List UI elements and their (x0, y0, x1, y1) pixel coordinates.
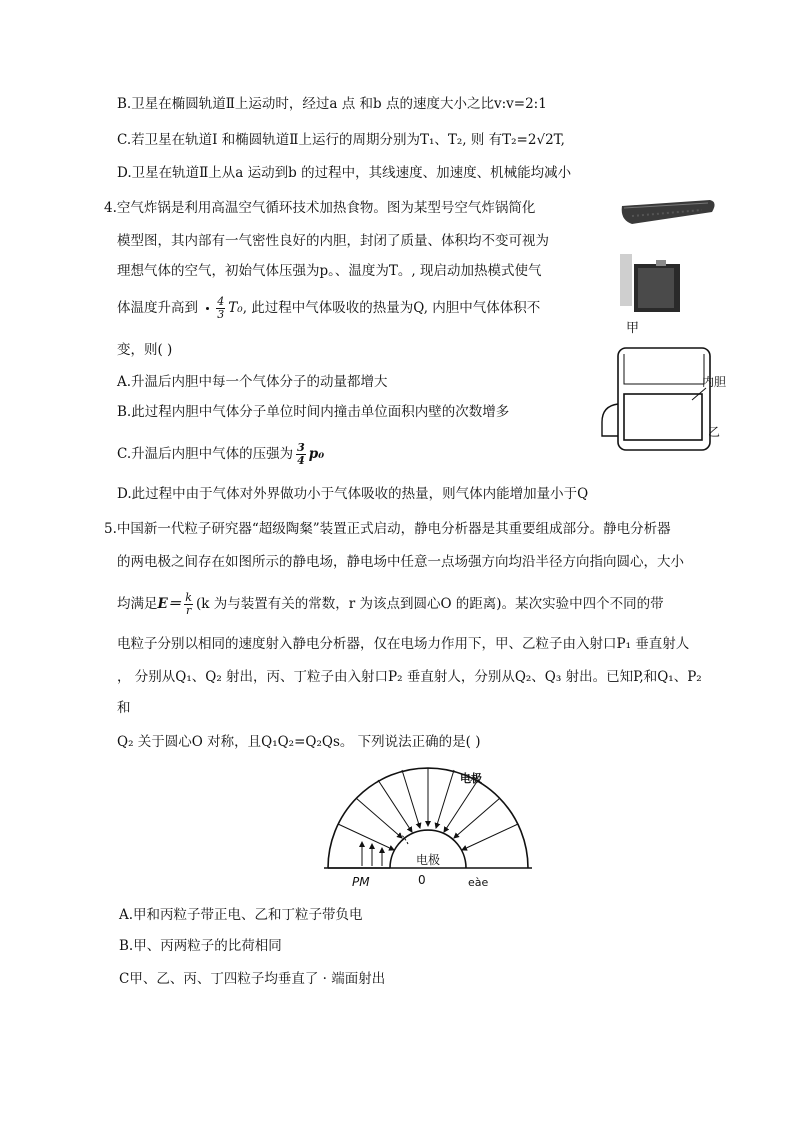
q5-line3-suffix: (k 为与装置有关的常数，r 为该点到圆心O 的距离)。某次实验中四个不同的带 (195, 596, 664, 612)
q4-stem-line3: 理想气体的空气，初始气体压强为p。、温度为T。, 现启动加热模式使气 (117, 263, 542, 279)
fig-o-label: 0 (418, 873, 426, 887)
q4-stem-line5: 变，则( ) (117, 342, 173, 358)
air-fryer-diagram-yi (596, 344, 732, 456)
q5-stem-line4: 电粒子分别以相同的速度射入静电分析器，仅在电场力作用下，甲、乙粒子由入射口P₁ 垂直射人 (117, 636, 690, 652)
q4-stem-line2: 模型图，其内部有一气密性良好的内胆，封闭了质量、体积均不变可视为 (117, 233, 549, 249)
q4-option-c-fraction: $\frac{3}{4}$ (297, 441, 305, 467)
q4-line4-suffix: , 此过程中气体吸收的热量为Q, 内胆中气体体积不 (242, 300, 541, 316)
q5-stem-line6: 和 (117, 700, 131, 716)
q5-stem-line7: Q₂ 关于圆心O 对称，且Q₁Q₂=Q₂Qs。 下列说法正确的是( ) (117, 734, 481, 750)
q4-option-d: D.此过程中由于气体对外界做功小于气体吸收的热量，则气体内能增加量小于Q (117, 486, 589, 502)
q3-option-b: B.卫星在椭圆轨道Ⅱ上运动时，经过a 点 和b 点的速度大小之比v:v=2:1 (117, 96, 547, 112)
q5-stem-line1: 5.中国新一代粒子研究器“超级陶粲”装置正式启动，静电分析器是其重要组成部分。静电分析器 (104, 521, 671, 537)
q4-option-a: A.升温后内胆中每一个气体分子的动量都增大 (117, 374, 388, 390)
q5-formula-e: E＝ (157, 596, 182, 612)
q5-stem-line2: 的两电极之间存在如图所示的静电场，静电场中任意一点场强方向均沿半径方向指向圆心，大小 (117, 554, 684, 570)
q4-option-c (117, 442, 324, 467)
fig-label-jia: 甲 (626, 321, 640, 336)
q5-option-b: B.甲、丙两粒子的比荷相同 (119, 938, 282, 954)
q5-option-c: C甲、乙、丙、丁四粒子均垂直了 · 端面射出 (119, 971, 386, 987)
fig-eae-label: eàe (468, 876, 489, 888)
q4-line4-prefix: 体温度升高到 (117, 300, 198, 316)
fig-label-neidan: 内胆 (702, 375, 727, 389)
q4-stem-line4 (117, 296, 540, 321)
fig-center-electrode-label: 电极 (416, 853, 441, 867)
fig-top-electrode-label: 电极 (460, 772, 482, 785)
q4-option-c-var: p₀ (308, 446, 325, 462)
bullet-dot-icon (206, 307, 209, 310)
air-fryer-photo-jia (612, 250, 722, 340)
q5-stem-line5: ， 分别从Q₁、Q₂ 射出，丙、丁粒子由入射口P₂ 垂直射人，分别从Q₂、Q₃ 射出。已知P,和Q₁、P₂ (117, 669, 702, 685)
q3-option-d: D.卫星在轨道Ⅱ上从a 运动到b 的过程中，其线速度、加速度、机械能均减小 (117, 165, 572, 181)
q3-option-c: C.若卫星在轨道Ⅰ 和椭圆轨道Ⅱ上运行的周期分别为T₁、T₂, 则 有T₂=2√2T, (117, 132, 565, 148)
q5-formula-fraction: $\frac{k}{r}$ (185, 591, 192, 617)
q4-option-c-text: C.升温后内胆中气体的压强为 (117, 446, 294, 462)
air-fryer-basket-image (612, 190, 722, 232)
q4-fraction: $\frac{4}{3}$ (217, 295, 225, 321)
q4-temp-var: T₀ (228, 300, 243, 316)
q4-option-b: B.此过程内胆中气体分子单位时间内撞击单位面积内壁的次数增多 (117, 404, 510, 420)
q5-stem-line3 (117, 592, 664, 617)
q5-line3-prefix: 均满足 (117, 596, 158, 612)
electrostatic-analyzer-diagram (318, 762, 538, 888)
q4-stem-line1: 4.空气炸锅是利用高温空气循环技术加热食物。图为某型号空气炸锅简化 (104, 200, 536, 216)
fig-pm-label: PM (352, 875, 370, 888)
fig-label-yi: 乙 (708, 425, 721, 439)
q5-option-a: A.甲和丙粒子带正电、乙和丁粒子带负电 (119, 907, 363, 923)
